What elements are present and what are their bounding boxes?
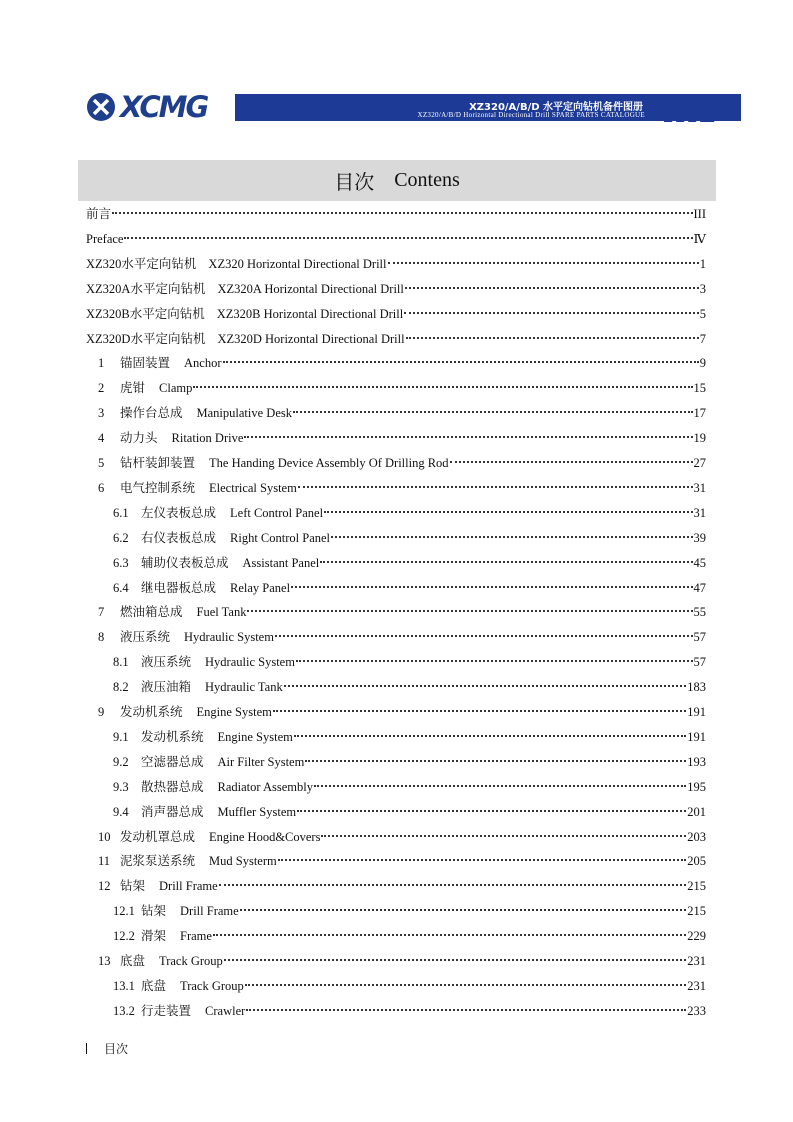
toc-entry-number: 2 [98,381,105,396]
toc-entry-title-en: Drill Frame [180,904,239,919]
toc-entry-title-zh: 钻杆装卸装置 [120,456,196,470]
toc-entry-title-zh: 左仪表板总成 [141,505,217,520]
toc-entry-title-zh: 行走装置 [141,1003,192,1018]
toc-entry-title-zh: 右仪表板总成 [141,530,217,545]
toc-dot-leader [273,710,686,712]
toc-dot-leader [314,785,686,787]
toc-dot-leader [298,486,693,488]
toc-entry-page: 15 [693,381,706,396]
toc-entry[interactable] [98,476,706,501]
toc-entry[interactable] [98,451,706,476]
toc-entry-page: 31 [693,480,706,495]
toc-entry-title-zh: 液压系统 [141,655,192,670]
toc-entry[interactable] [98,874,706,899]
toc-entry-title-en: Frame [180,929,212,944]
toc-entry-title-en: Hydraulic System [205,655,295,670]
page-footer [86,1040,128,1057]
toc-entry-title-zh: 锚固装置 [120,356,171,371]
toc-entry-number: 9.3 [113,779,129,794]
toc-entry-page: Ⅳ [693,231,706,246]
title-zh: 目次 [334,172,375,194]
toc-entry-number: 8.2 [113,680,129,695]
toc-dot-leader [223,361,699,363]
toc-entry-title-zh: 辅助仪表板总成 [141,555,229,570]
toc-entry-page: 215 [687,879,706,894]
toc-entry-page: 193 [687,754,706,769]
toc-dot-leader [305,760,686,762]
toc-entry-number: 13.2 [113,1003,135,1018]
toc-entry-title-zh: 空滤器总成 [141,754,204,769]
toc-entry-page: 57 [693,655,706,670]
toc-entry[interactable] [113,526,706,551]
toc-entry-title-en: Ritation Drive [171,431,244,446]
toc-entry[interactable] [98,825,706,850]
toc-entry-title-en: Crawler [205,1003,246,1018]
toc-entry-title-en: Manipulative Desk [196,406,292,421]
toc-entry-page: 231 [687,954,706,968]
toc-entry[interactable] [113,551,706,576]
toc-entry[interactable] [113,675,706,700]
toc-entry[interactable] [86,302,706,327]
toc-entry-page: 3 [699,281,706,296]
toc-dot-leader [124,237,692,239]
page-title [78,160,716,201]
toc-entry-page: 45 [693,555,706,570]
toc-entry-number: 6.4 [113,580,129,595]
toc-entry-page: 1 [699,256,706,271]
toc-entry[interactable] [86,277,706,302]
toc-entry[interactable] [113,725,706,750]
toc-entry-title-en: The Handing Device Assembly Of Drilling Rod [209,456,449,470]
toc-dot-leader [278,859,687,861]
toc-entry-page: 17 [693,406,706,421]
toc-entry-page: 9 [699,356,706,371]
toc-dot-leader [405,287,699,289]
toc-entry[interactable] [113,974,706,999]
toc-entry-number: 8 [98,630,105,645]
toc-entry-page: 191 [687,705,706,719]
toc-dot-leader [213,934,686,936]
toc-entry[interactable] [86,327,706,352]
toc-entry[interactable] [98,426,706,451]
toc-entry[interactable] [98,700,706,725]
toc-entry-title-en: Engine System [217,729,293,744]
toc-dot-leader [331,536,692,538]
toc-entry-number: 6.2 [113,530,129,545]
toc-entry-page: 201 [687,804,706,819]
toc-dot-leader [297,810,686,812]
toc-dot-leader [275,635,693,637]
header-stripes-decoration [664,92,726,126]
toc-entry-title-zh: 散热器总成 [141,779,204,794]
toc-entry-title-en: Electrical System [209,480,297,495]
toc-dot-leader [247,610,692,612]
toc-entry-page: 191 [687,729,706,744]
toc-entry-number: 9.2 [113,754,129,769]
toc-entry-number: 13 [98,954,111,968]
toc-dot-leader [284,685,687,687]
toc-entry-number: 12.2 [113,929,135,944]
toc-entry-title-zh: 消声器总成 [141,804,204,819]
toc-entry-title-en: Air Filter System [217,754,305,769]
toc-entry[interactable] [98,376,706,401]
toc-entry[interactable] [113,924,706,949]
toc-dot-leader [244,436,692,438]
toc-entry-title-en: Preface [86,231,124,246]
toc-entry-title-zh: 发动机罩总成 [120,829,196,844]
toc-entry-page: 5 [699,306,706,321]
toc-dot-leader [450,461,693,463]
toc-entry-page: 233 [687,1003,706,1018]
toc-entry-page: 39 [693,530,706,545]
toc-entry-title-en: Anchor [184,356,222,371]
footer-page-number [86,1043,87,1054]
toc-dot-leader [294,735,686,737]
toc-entry-title-en: Radiator Assembly [217,779,313,794]
page-header [86,92,726,126]
toc-entry-title-zh: 操作台总成 [120,406,183,421]
toc-entry-number: 6.3 [113,555,129,570]
toc-dot-leader [112,212,692,214]
toc-entry-number: 9.4 [113,804,129,819]
toc-dot-leader [291,586,692,588]
toc-entry-page: 203 [687,829,706,844]
toc-entry-title-en: Mud Systerm [209,854,277,869]
toc-entry-title-zh: 泥浆泵送系统 [120,854,196,869]
toc-entry-number: 13.1 [113,978,135,993]
toc-entry[interactable] [98,849,706,874]
toc-entry-title-en: XZ320 Horizontal Directional Drill [208,256,387,271]
toc-entry-page: 55 [693,605,706,620]
toc-entry[interactable] [113,999,706,1024]
toc-entry-title-en: Right Control Panel [230,530,331,545]
toc-entry[interactable] [98,949,706,974]
toc-entry-page: 195 [687,779,706,794]
toc-entry[interactable] [86,202,706,227]
toc-dot-leader [219,884,687,886]
toc-dot-leader [406,337,699,339]
toc-entry-number: 6 [98,480,105,495]
toc-entry-title-zh: 发动机系统 [141,729,204,744]
toc-entry-title-en: Left Control Panel [230,505,324,520]
toc-entry-title-zh: 液压系统 [120,630,171,645]
toc-entry-title-en: Muffler System [217,804,297,819]
toc-entry-title-en: Clamp [159,381,193,396]
toc-entry[interactable] [113,775,706,800]
banner-title: XZ320/A/B/D 水平定向钻机备件图册 [469,102,643,113]
toc-entry-number: 5 [98,456,105,470]
toc-entry[interactable] [98,351,706,376]
toc-entry-number: 9 [98,705,105,719]
toc-entry-title-zh: 底盘 [120,954,146,968]
toc-entry-title-zh: XZ320A水平定向钻机 [86,281,206,296]
logo-wordmark: XCMG [120,90,208,124]
toc-entry-title-zh: 液压油箱 [141,680,192,695]
toc-entry-title-zh: XZ320D水平定向钻机 [86,331,206,346]
toc-entry-page: 205 [687,854,706,869]
toc-entry-page: 31 [693,505,706,520]
toc-entry-page: 27 [693,456,706,470]
toc-dot-leader [245,984,686,986]
toc-entry-title-zh: 燃油箱总成 [120,605,183,620]
toc-entry[interactable] [113,899,706,924]
toc-entry-title-zh: 虎钳 [120,381,146,396]
toc-entry-title-zh: XZ320水平定向钻机 [86,256,197,271]
toc-entry-title-en: Relay Panel [230,580,291,595]
toc-entry-number: 8.1 [113,655,129,670]
toc-dot-leader [388,262,699,264]
toc-entry-number: 12 [98,879,111,894]
toc-entry-title-zh: 滑架 [141,929,167,944]
toc-entry-title-zh: 动力头 [120,431,158,446]
xcmg-emblem-icon [86,92,116,122]
toc-entry[interactable] [98,401,706,426]
toc-entry-title-zh: 发动机系统 [120,705,183,719]
toc-dot-leader [296,660,693,662]
toc-entry-title-en: XZ320B Horizontal Directional Drill [216,306,404,321]
toc-entry-title-zh: XZ320B水平定向钻机 [86,306,205,321]
toc-entry-title-zh: 继电器板总成 [141,580,217,595]
toc-entry-title-en: Assistant Panel [242,555,320,570]
toc-dot-leader [321,835,686,837]
toc-entry-title-zh: 前言 [86,207,112,221]
toc-entry[interactable] [86,252,706,277]
toc-entry-title-en: Track Group [180,978,244,993]
toc-dot-leader [193,386,692,388]
toc-entry[interactable] [113,501,706,526]
toc-entry-page: 47 [693,580,706,595]
toc-entry-title-en: Fuel Tank [196,605,247,620]
toc-entry[interactable] [113,750,706,775]
toc-entry[interactable] [113,650,706,675]
toc-entry[interactable] [98,600,706,625]
toc-entry-title-zh: 底盘 [141,978,167,993]
toc-entry[interactable] [113,576,706,601]
toc-entry-number: 12.1 [113,904,135,919]
toc-entry-number: 9.1 [113,729,129,744]
toc-entry[interactable] [86,227,706,252]
toc-entry-title-en: Drill Frame [159,879,218,894]
xcmg-logo [86,92,226,122]
toc-dot-leader [404,312,699,314]
toc-entry-number: 11 [98,854,111,869]
toc-entry-page: 57 [693,630,706,645]
toc-entry-title-en: XZ320D Horizontal Directional Drill [217,331,405,346]
toc-entry[interactable] [113,800,706,825]
toc-entry-title-en: XZ320A Horizontal Directional Drill [217,281,404,296]
toc-dot-leader [246,1009,686,1011]
footer-label: 目次 [104,1042,129,1056]
toc-entry-title-en: Engine Hood&Covers [209,829,321,844]
toc-entry-title-zh: 钻架 [120,879,146,894]
toc-dot-leader [293,411,693,413]
toc-entry-number: 4 [98,431,105,446]
toc-entry-number: 6.1 [113,505,129,520]
toc-entry-page: 231 [687,978,706,993]
toc-entry-number: 3 [98,406,105,421]
toc-entry-page: 7 [699,331,706,346]
toc-dot-leader [240,909,687,911]
toc-entry-number: 1 [98,356,105,371]
toc-entry-number: 10 [98,829,111,844]
toc-entry-page: 183 [687,680,706,695]
toc-entry-page: 215 [687,904,706,919]
title-en: Contens [394,169,460,191]
toc-entry-page: 19 [693,431,706,446]
toc-entry-number: 7 [98,605,105,620]
toc-entry[interactable] [98,625,706,650]
toc-entry-title-zh: 钻架 [141,904,167,919]
toc-dot-leader [324,511,692,513]
toc-entry-title-en: Track Group [159,954,223,968]
toc-dot-leader [224,959,686,961]
toc-entry-page: 229 [687,929,706,944]
toc-entry-title-en: Hydraulic Tank [205,680,283,695]
banner-subtitle: XZ320/A/B/D Horizontal Directional Drill SPARE PARTS CATALOGUE [417,111,645,119]
toc-entry-page: III [693,207,706,221]
toc-entry-title-zh: 电气控制系统 [120,480,196,495]
toc-dot-leader [320,561,692,563]
toc-entry-title-en: Hydraulic System [184,630,274,645]
toc-entry-title-en: Engine System [196,705,272,719]
